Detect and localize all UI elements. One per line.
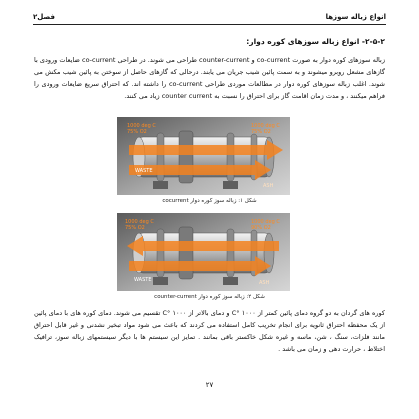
paragraph-kiln-types: زباله سوزهای کوره دوار به صورت co-current و counter-current طراحی می شوند. در طراحی co-current ضایعات ورودی با گازهای مشعل روبرو میشوند و به سمت پائین شیب جریان می یابند. درحالی که گازهای حاصل از سوختن به پائین شیب مکش می شوند. اغلب زباله سوزهای کوره دوار در مطالعات موردی طراحی co-current را داشته اند. که احتراق سریع ضایعات ورودی را فراهم میکنند ، و مدت زمان اقامت گاز برای احتراق را نسبت به counter current زیاد می کنند. [34,56,385,100]
support-1 [153,181,168,189]
chapter-label: فصل۲ [33,13,56,21]
left-temp-label: 1000 deg C [125,219,154,225]
paragraph-kiln-temperature-groups: کوره های گردان به دو گروه دمای پائین کمتر از ۱۰۰۰ °C و دمای بالاتر از ۱۰۰۰ °C تقسیم می شوند. دمای کوره های با دمای پائین از یک محفظه احتراق ثانویه برای انجام تخریب کامل استفاده می کردند که باعث می شود مواد تبخیر نشدنی و غیر قابل احتراق مانند فلزات، سنگ ، شن، ماسه و غیره شکل خاکستر باقی بمانند . تمایز این سیستم ها با دیگر سیستمهای زباله سوز، ترافیک اختلاط ، حرارت دهی و زمان می باشد . [34,309,385,353]
girth-gear [179,227,193,279]
figure-1-caption: شکل ۱: زباله سوز کوره دوار cocurrent [162,198,257,204]
right-temp-label: 1000 deg C [251,123,280,129]
support-1 [153,277,168,285]
girth-gear [179,131,193,183]
right-temp-label: 1000 deg C [251,219,280,225]
figure-2-caption: شکل ۲: زباله سوز کوره دوار counter-current [154,294,265,300]
page-header [33,10,386,25]
cocurrent-kiln-image [117,117,290,195]
support-2 [223,181,238,189]
running-title: انواع زباله سوزها [325,13,386,21]
left-o2-label: 75% O2 [127,129,147,135]
figure-cocurrent-kiln [117,117,290,195]
left-o2-label: 75% O2 [125,225,145,231]
right-o2-label: 90% O2 [251,225,271,231]
right-o2-label: 75% O2 [251,129,271,135]
section-heading: ۲-۵-۲- انواع زباله سوزهای کوره دوار: [246,37,385,46]
figure-countercurrent-kiln [117,213,290,291]
waste-label: WASTE [135,168,153,174]
ash-label: ASH [259,280,270,286]
ash-label: ASH [263,183,274,189]
countercurrent-kiln-image [117,213,290,291]
left-temp-label: 1000 deg C [127,123,156,129]
waste-label: WASTE [134,277,152,283]
support-2 [223,277,238,285]
page-number: ۲۷ [205,381,214,389]
